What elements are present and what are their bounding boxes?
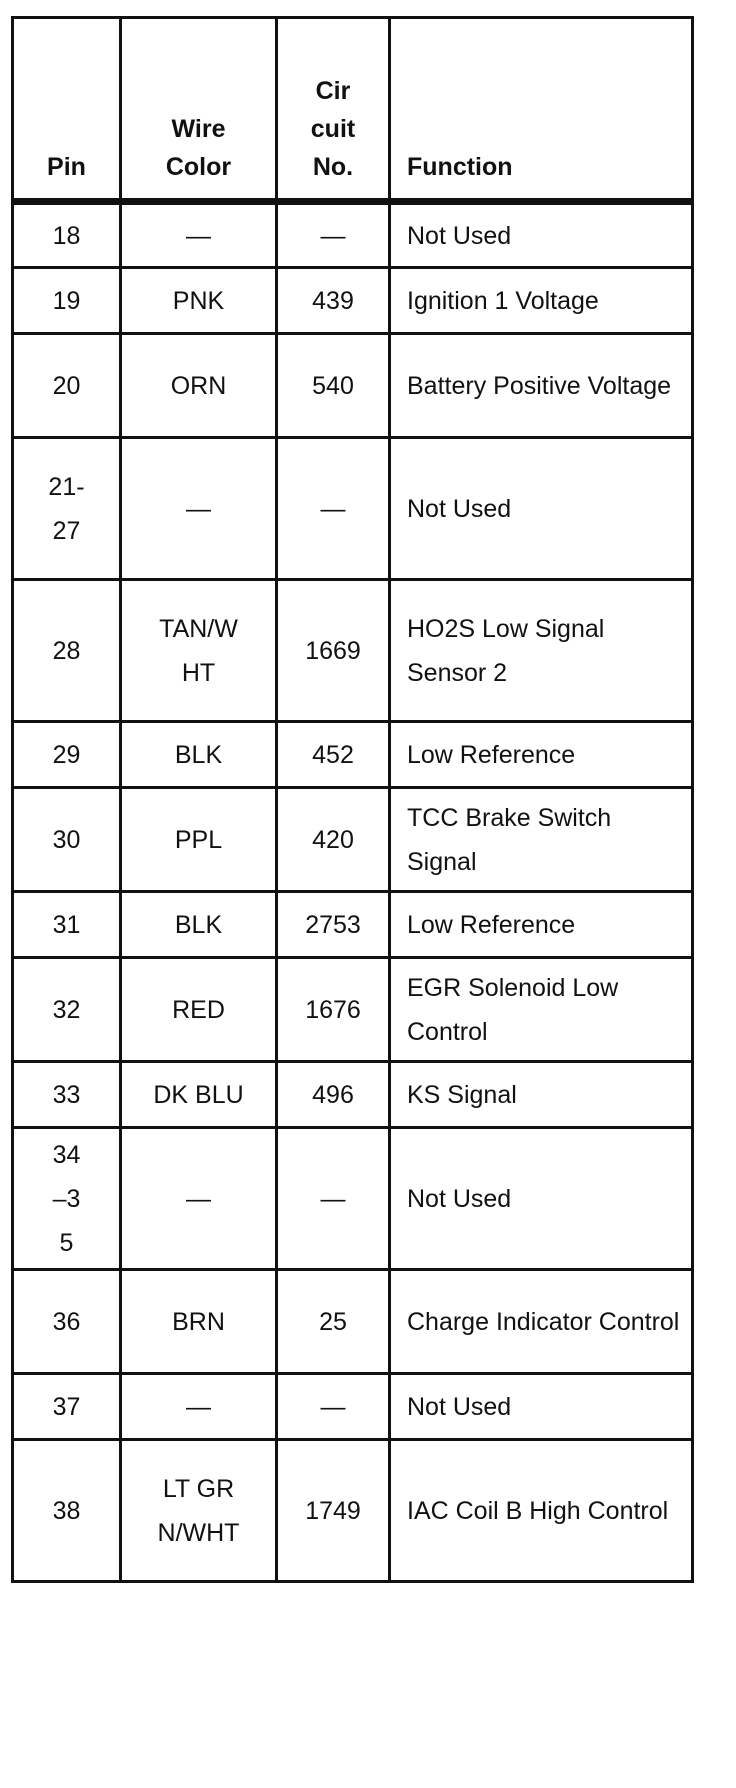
function-cell-text: Charge Indicator Control	[407, 1307, 680, 1336]
pin-cell-text: 37	[52, 1392, 81, 1421]
function-cell-text: Not Used	[407, 494, 512, 523]
circuit-no-cell	[277, 958, 390, 1062]
table-row	[13, 1440, 693, 1582]
table-row	[13, 202, 693, 268]
circuit-no-cell	[277, 438, 390, 580]
wire-color-cell-text: —	[186, 494, 211, 523]
function-cell	[390, 1374, 693, 1440]
circuit-no-cell	[277, 334, 390, 438]
function-cell-text: Not Used	[407, 1392, 512, 1421]
pin-cell-text: 34–35	[52, 1140, 81, 1257]
wire-color-cell-text: DK BLU	[153, 1080, 244, 1109]
wire-color-cell	[121, 268, 277, 334]
circuit-no-cell-text: —	[320, 1184, 346, 1213]
wire-color-cell	[121, 1062, 277, 1128]
function-cell	[390, 438, 693, 580]
circuit-no-cell-text: —	[320, 494, 346, 523]
function-cell	[390, 958, 693, 1062]
circuit-no-cell	[277, 788, 390, 892]
pin-cell-text: 36	[52, 1307, 81, 1336]
wire-color-cell	[121, 1374, 277, 1440]
wire-color-cell	[121, 1128, 277, 1270]
function-cell	[390, 1270, 693, 1374]
wire-color-cell-text: TAN/WHT	[159, 614, 238, 687]
table-row	[13, 1270, 693, 1374]
function-cell-text: IAC Coil B High Control	[407, 1496, 669, 1525]
table-row	[13, 334, 693, 438]
table-header	[13, 18, 693, 202]
circuit-no-cell	[277, 1440, 390, 1582]
function-cell	[390, 1128, 693, 1270]
wire-color-cell	[121, 438, 277, 580]
table-row	[13, 722, 693, 788]
circuit-no-cell-text: —	[320, 221, 346, 250]
wire-color-cell	[121, 892, 277, 958]
wire-color-cell	[121, 334, 277, 438]
wire-color-cell	[121, 722, 277, 788]
circuit-no-cell-text: 2753	[305, 910, 361, 939]
wire-color-cell	[121, 958, 277, 1062]
function-cell-text: Ignition 1 Voltage	[407, 286, 599, 315]
wire-color-cell-text: BLK	[174, 740, 223, 769]
function-cell	[390, 580, 693, 722]
header-wire-color: Wire Color	[121, 18, 277, 202]
function-cell	[390, 1062, 693, 1128]
pin-cell	[13, 580, 121, 722]
circuit-no-cell	[277, 892, 390, 958]
function-cell-text: HO2S Low Signal Sensor 2	[407, 614, 605, 687]
table-row	[13, 580, 693, 722]
circuit-no-cell	[277, 202, 390, 268]
pin-cell	[13, 1440, 121, 1582]
wire-color-cell	[121, 1270, 277, 1374]
wire-color-cell-text: BLK	[174, 910, 223, 939]
circuit-no-cell-text: 452	[312, 740, 354, 769]
circuit-no-cell-text: 540	[312, 371, 354, 400]
table-body	[13, 202, 693, 1582]
table-row	[13, 892, 693, 958]
wire-color-cell-text: PPL	[174, 825, 223, 854]
function-cell	[390, 334, 693, 438]
wire-color-cell-text: PNK	[172, 286, 225, 315]
pin-cell-text: 29	[52, 740, 81, 769]
function-cell-text: Low Reference	[407, 740, 576, 769]
header-pin: Pin	[13, 18, 121, 202]
pin-cell	[13, 722, 121, 788]
circuit-no-cell-text: 1749	[305, 1496, 361, 1525]
function-cell-text: Not Used	[407, 1184, 512, 1213]
function-cell	[390, 1440, 693, 1582]
wire-color-cell	[121, 788, 277, 892]
wire-color-cell-text: ORN	[170, 371, 227, 400]
wire-color-cell	[121, 1440, 277, 1582]
wire-color-cell-text: RED	[172, 995, 225, 1024]
function-cell	[390, 892, 693, 958]
wire-color-cell-text: —	[186, 1392, 211, 1421]
circuit-no-cell-text: 1676	[305, 995, 361, 1024]
pin-cell	[13, 1062, 121, 1128]
header-row	[13, 18, 693, 202]
function-cell-text: KS Signal	[407, 1080, 517, 1109]
table-row	[13, 1374, 693, 1440]
pin-cell	[13, 788, 121, 892]
pin-cell-text: 20	[52, 371, 81, 400]
pin-cell-text: 32	[52, 995, 81, 1024]
function-cell	[390, 722, 693, 788]
function-cell-text: TCC Brake Switch Signal	[407, 803, 612, 876]
wire-color-cell	[121, 202, 277, 268]
function-cell	[390, 202, 693, 268]
pin-cell	[13, 202, 121, 268]
function-cell	[390, 788, 693, 892]
circuit-no-cell-text: 25	[319, 1307, 347, 1336]
circuit-no-cell-text: —	[320, 1392, 346, 1421]
circuit-no-cell	[277, 1270, 390, 1374]
pin-cell	[13, 1270, 121, 1374]
circuit-no-cell	[277, 1128, 390, 1270]
pin-cell	[13, 1374, 121, 1440]
header-function: Function	[390, 18, 693, 202]
pin-cell-text: 18	[52, 221, 81, 250]
pin-cell-text: 28	[52, 636, 81, 665]
pin-cell	[13, 892, 121, 958]
circuit-no-cell	[277, 722, 390, 788]
pin-cell-text: 21-27	[48, 472, 85, 545]
function-cell	[390, 268, 693, 334]
pin-cell	[13, 268, 121, 334]
function-cell-text: Battery Positive Voltage	[407, 371, 672, 400]
table-row	[13, 268, 693, 334]
function-cell-text: Low Reference	[407, 910, 576, 939]
pin-cell	[13, 438, 121, 580]
table-row	[13, 438, 693, 580]
pin-cell-text: 33	[52, 1080, 81, 1109]
table-row	[13, 1062, 693, 1128]
pin-cell-text: 19	[52, 286, 81, 315]
circuit-no-cell-text: 496	[312, 1080, 354, 1109]
wire-color-cell	[121, 580, 277, 722]
circuit-no-cell	[277, 268, 390, 334]
pin-cell	[13, 334, 121, 438]
circuit-no-cell	[277, 1062, 390, 1128]
circuit-no-cell-text: 439	[312, 286, 354, 315]
header-circuit-no: Cir cuit No.	[277, 18, 390, 202]
circuit-no-cell	[277, 580, 390, 722]
pin-cell-text: 30	[52, 825, 81, 854]
circuit-no-cell-text: 1669	[305, 636, 361, 665]
circuit-no-cell-text: 420	[312, 825, 354, 854]
pin-cell	[13, 958, 121, 1062]
function-cell-text: Not Used	[407, 221, 512, 250]
function-cell-text: EGR Solenoid Low Control	[407, 973, 619, 1046]
pinout-table-container	[11, 16, 694, 1583]
pin-cell	[13, 1128, 121, 1270]
table-row	[13, 788, 693, 892]
pin-cell-text: 38	[52, 1496, 81, 1525]
circuit-no-cell	[277, 1374, 390, 1440]
wire-color-cell-text: LT GRN/WHT	[157, 1474, 240, 1547]
table-row	[13, 958, 693, 1062]
table-row	[13, 1128, 693, 1270]
pin-cell-text: 31	[52, 910, 81, 939]
connector-pinout-table	[11, 16, 694, 1583]
wire-color-cell-text: —	[186, 221, 211, 250]
wire-color-cell-text: BRN	[172, 1307, 225, 1336]
wire-color-cell-text: —	[186, 1184, 211, 1213]
